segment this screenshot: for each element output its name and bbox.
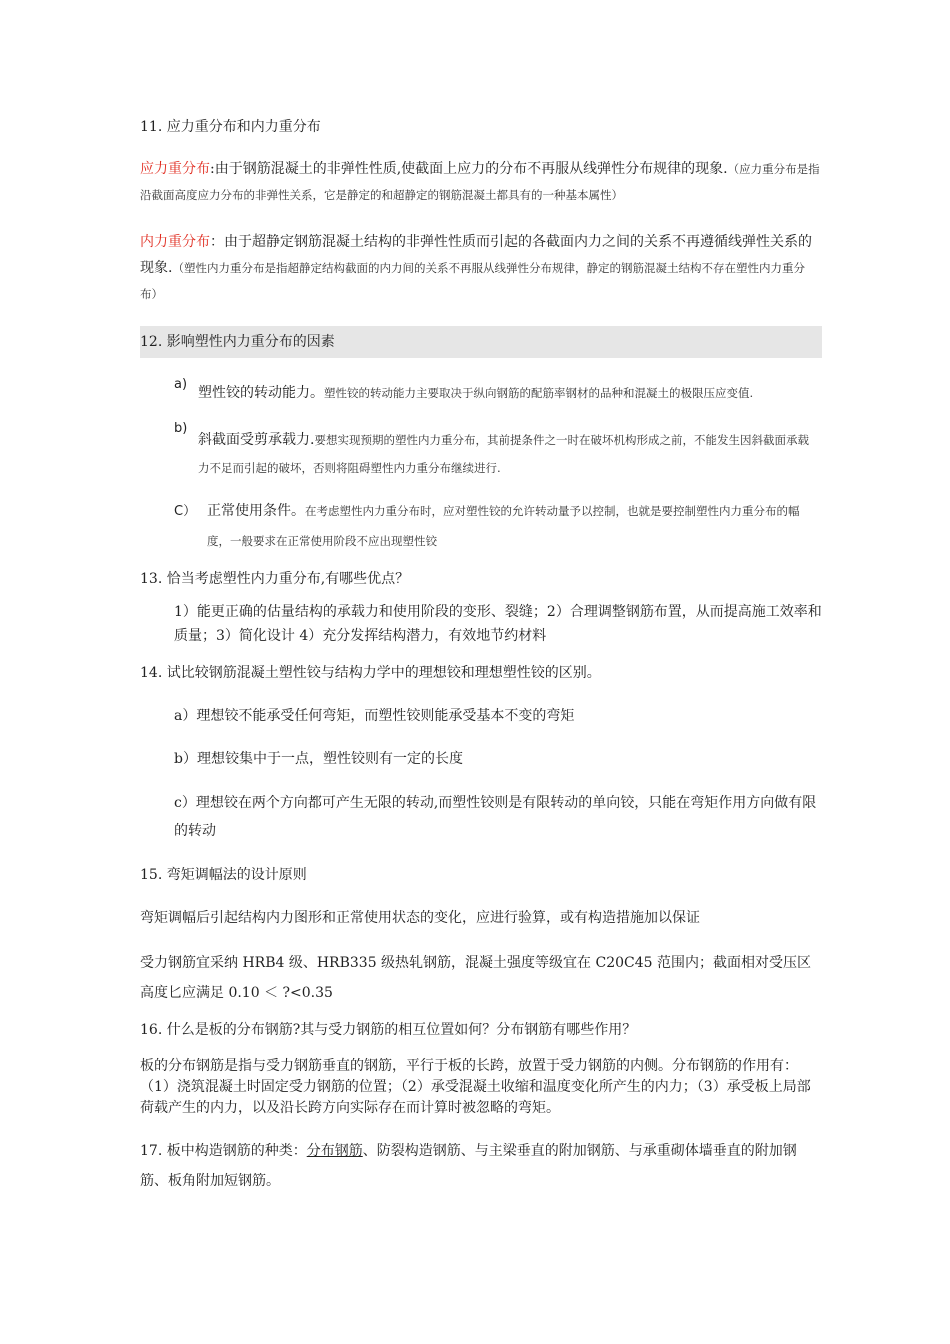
q12-c-item <box>207 496 819 556</box>
q12-b-head: 斜截面受剪承载力. <box>198 432 315 448</box>
q12-a-label: a) <box>174 377 188 392</box>
q17-paragraph <box>140 1136 820 1196</box>
q12-b-text: 要想实现预期的塑性内力重分布，其前提条件之一时在破坏机构形成之前，不能发生因斜截面承载力不足而引起的破坏，否则将阻碍塑性内力重分布继续进行. <box>198 433 809 475</box>
internal-definition: ：由于超静定钢筋混凝土结构的非弹性性质而引起的各截面内力之间的关系不再遵循线弹性关系的现象. <box>140 234 812 276</box>
q12-a-text: 塑性铰的转动能力主要取决于纵向钢筋的配筋率钢材的品种和混凝土的极限压应变值. <box>324 386 754 400</box>
q12-b-item <box>198 426 818 482</box>
internal-redistribution-term: 内力重分布 <box>140 234 210 250</box>
internal-note: （塑性内力重分布是指超静定结构截面的内力间的关系不再服从线弹性分布规律，静定的钢筋混凝土结构不存在塑性内力重分布） <box>140 261 805 301</box>
q15-paragraph-1: 弯矩调幅后引起结构内力图形和正常使用状态的变化，应进行验算，或有构造措施加以保证 <box>140 910 700 926</box>
q12-a-head: 塑性铰的转动能力。 <box>198 385 324 401</box>
q14-title: 14. 试比较钢筋混凝土塑性铰与结构力学中的理想铰和理想塑性铰的区别。 <box>140 665 601 681</box>
q15-paragraph-2: 受力钢筋宜采纳 HRB4 级、HRB335 级热轧钢筋，混凝土强度等级宜在 C20C45 范围内；截面相对受压区高度匕应满足 0.10 ＜ ?<0.35 <box>140 955 812 1001</box>
q17-rest: 、防裂构造钢筋、与主梁垂直的附加钢筋、与承重砌体墙垂直的附加钢筋、板角附加短钢筋。 <box>140 1143 797 1189</box>
q12-title: 12. 影响塑性内力重分布的因素 <box>140 326 822 358</box>
q12-c-text: 在考虑塑性内力重分布时，应对塑性铰的允许转动量予以控制，也就是要控制塑性内力重分布的幅度，一般要求在正常使用阶段不应出现塑性铰 <box>207 504 800 548</box>
q17-prefix: 17. 板中构造钢筋的种类： <box>140 1143 307 1159</box>
q11-stress-paragraph <box>140 156 820 208</box>
q11-title: 11. 应力重分布和内力重分布 <box>140 119 321 135</box>
q12-b-label: b) <box>174 421 188 436</box>
q17-underlined-term: 分布钢筋 <box>306 1143 363 1159</box>
stress-definition: :由于钢筋混凝土的非弹性性质,使截面上应力的分布不再服从线弹性分布规律的现象. <box>210 161 728 177</box>
q16-text: 板的分布钢筋是指与受力钢筋垂直的钢筋，平行于板的长跨，放置于受力钢筋的内侧。分布钢筋的作用有：（1）浇筑混凝土时固定受力钢筋的位置；（2）承受混凝土收缩和温度变化所产生的内力；（3）承受板上局部荷载产生的内力，以及沿长跨方向实际存在而计算时被忽略的弯矩。 <box>140 1058 811 1116</box>
q13-title: 13. 恰当考虑塑性内力重分布,有哪些优点？ <box>140 571 410 587</box>
stress-note: （应力重分布是指沿截面高度应力分布的非弹性关系，它是静定的和超静定的钢筋混凝土都具有的一种基本属性） <box>140 162 820 202</box>
q14-item-b: b）理想铰集中于一点，塑性铰则有一定的长度 <box>174 751 463 767</box>
q16-title: 16. 什么是板的分布钢筋?其与受力钢筋的相互位置如何？分布钢筋有哪些作用？ <box>140 1022 637 1038</box>
stress-redistribution-term: 应力重分布 <box>140 161 210 177</box>
q14-item-c: c）理想铰在两个方向都可产生无限的转动,而塑性铰则是有限转动的单向铰，只能在弯矩作用方向做有限的转动 <box>174 795 817 839</box>
q11-internal-paragraph <box>140 229 820 307</box>
q12-c-head: 正常使用条件。 <box>207 503 305 519</box>
q14-item-a: a）理想铰不能承受任何弯矩，而塑性铰则能承受基本不变的弯矩 <box>174 708 575 724</box>
q12-a-item <box>198 380 818 406</box>
q12-c-label: C） <box>174 504 197 519</box>
q13-text: 1）能更正确的估量结构的承载力和使用阶段的变形、裂缝；2）合理调整钢筋布置，从而提高施工效率和质量；3）简化设计 4）充分发挥结构潜力，有效地节约材料 <box>174 604 822 644</box>
q15-title: 15. 弯矩调幅法的设计原则 <box>140 867 307 883</box>
